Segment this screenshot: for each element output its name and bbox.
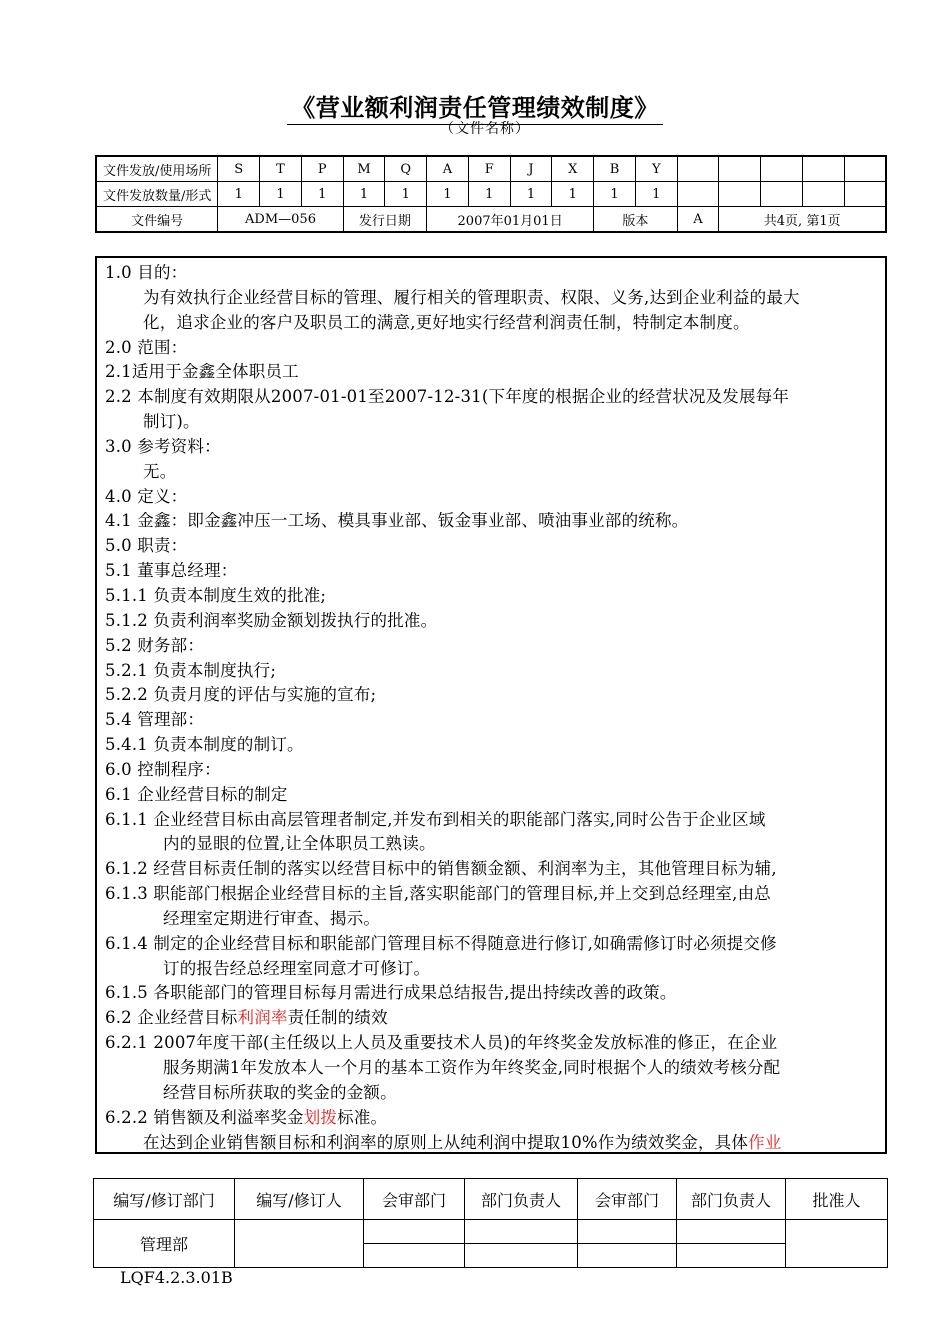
distribution-location-row — [96, 156, 886, 182]
location-code-cell — [719, 156, 761, 182]
location-code-cell: Y — [635, 156, 677, 182]
doc-meta-row — [96, 207, 886, 233]
body-line: 5.2.1 负责本制度执行; — [105, 660, 277, 680]
location-code-cell: T — [260, 156, 302, 182]
quantity-cell: 1 — [427, 182, 469, 207]
location-code-cell — [677, 156, 719, 182]
body-line: 制订)。 — [143, 412, 200, 432]
approval-table — [93, 1178, 888, 1268]
dept-head-cell — [677, 1244, 786, 1268]
quantity-cell: 1 — [218, 182, 260, 207]
body-line: 化，追求企业的客户及职员工的满意,更好地实行经营利润责任制，特制定本制度。 — [143, 312, 750, 332]
body-line: 5.1 董事总经理： — [105, 561, 238, 581]
location-code-cell: B — [594, 156, 636, 182]
body-line: 5.1.2 负责利润率奖励金额划拨执行的批准。 — [105, 610, 438, 630]
document-info-table — [95, 155, 887, 233]
body-line: 5.4 管理部： — [105, 710, 205, 730]
issue-date-label: 发行日期 — [343, 207, 427, 233]
body-line: 6.0 控制程序： — [105, 759, 221, 779]
quantity-cell — [802, 182, 844, 207]
body-line: 3.0 参考资料： — [105, 436, 221, 456]
body-line: 4.1 金鑫：即金鑫冲压一工场、模具事业部、钣金事业部、喷油事业部的统称。 — [105, 511, 689, 531]
distribution-location-label: 文件发放/使用场所 — [96, 156, 218, 182]
quantity-cell: 1 — [260, 182, 302, 207]
distribution-quantity-label: 文件发放数量/形式 — [96, 182, 218, 207]
text-span: 在达到企业销售额目标和利润率的原则上从纯利润中提取10%作为绩效奖金，具体 — [143, 1132, 749, 1152]
quantity-cell — [761, 182, 803, 207]
approval-row — [94, 1220, 888, 1244]
body-line: 5.1.1 负责本制度生效的批准; — [105, 585, 327, 605]
dept-value: 管理部 — [94, 1220, 235, 1268]
approval-header-cell: 批准人 — [786, 1179, 888, 1220]
body-line: 经理室定期进行审查、揭示。 — [163, 908, 381, 928]
location-code-cell — [844, 156, 886, 182]
highlight-text: 利润率 — [237, 1008, 288, 1028]
body-lines-a — [105, 261, 877, 1006]
highlight-text: 作业 — [748, 1132, 782, 1152]
body-lines-b — [105, 1031, 877, 1106]
location-code-cell: X — [552, 156, 594, 182]
version-label: 版本 — [594, 207, 678, 233]
body-line: 5.0 职责： — [105, 536, 188, 556]
body-line: 4.0 定义： — [105, 486, 188, 506]
highlight-text: 划拨 — [303, 1107, 338, 1127]
section-6-2-2-text — [105, 1131, 877, 1154]
body-line: 2.2 本制度有效期限从2007-01-01至2007-12-31(下年度的根据企业的经营状况及发展每年 — [105, 387, 790, 407]
document-title: 《营业额利润责任管理绩效制度》 — [287, 88, 663, 125]
body-line: 订的报告经总经理室同意才可修订。 — [163, 958, 431, 978]
text-span: 6.2 企业经营目标 — [105, 1008, 238, 1028]
body-line: 6.1.3 职能部门根据企业经营目标的主旨,落实职能部门的管理目标,并上交到总经理室,由总 — [105, 884, 771, 904]
body-line: 6.2.1 2007年度干部(主任级以上人员及重要技术人员)的年终奖金发放标准的修正，在企业 — [105, 1033, 778, 1053]
body-line: 6.1.5 各职能部门的管理目标每月需进行成果总结报告,提出持续改善的政策。 — [105, 983, 677, 1003]
body-line: 2.1适用于金鑫全体职员工 — [105, 362, 299, 382]
document-subtitle: （文件名称） — [440, 121, 530, 137]
body-line: 无。 — [143, 461, 177, 481]
author-cell — [235, 1220, 364, 1268]
version-value: A — [677, 207, 719, 233]
location-code-cell: P — [301, 156, 343, 182]
body-line: 1.0 目的： — [105, 263, 188, 282]
location-code-cell: F — [468, 156, 510, 182]
page-count: 共4页, 第1页 — [719, 207, 886, 233]
doc-no-label: 文件编号 — [96, 207, 218, 233]
quantity-cell — [844, 182, 886, 207]
quantity-cell: 1 — [510, 182, 552, 207]
body-line: 2.0 范围： — [105, 337, 188, 357]
approval-header-cell: 编写/修订部门 — [94, 1179, 235, 1220]
form-code: LQF4.2.3.01B — [120, 1268, 233, 1287]
text-span: 责任制的绩效 — [287, 1008, 388, 1028]
quantity-cell: 1 — [635, 182, 677, 207]
text-span: 标准。 — [337, 1107, 388, 1127]
body-line: 5.2 财务部： — [105, 635, 205, 655]
body-line: 6.1.2 经营目标责任制的落实以经营目标中的销售额金额、利润率为主，其他管理目标为辅, — [105, 859, 777, 879]
quantity-cell: 1 — [343, 182, 385, 207]
doc-no-value: ADM—056 — [218, 207, 343, 233]
approval-header-row — [94, 1179, 888, 1220]
approval-header-cell: 编写/修订人 — [235, 1179, 364, 1220]
approval-header-cell: 会审部门 — [364, 1179, 465, 1220]
quantity-cell: 1 — [385, 182, 427, 207]
location-code-cell: M — [343, 156, 385, 182]
location-code-cell: S — [218, 156, 260, 182]
review-dept-cell — [364, 1244, 465, 1268]
review-dept-cell — [578, 1244, 677, 1268]
dept-head-cell — [465, 1220, 578, 1244]
body-line: 6.1 企业经营目标的制定 — [105, 784, 288, 804]
review-dept-cell — [364, 1220, 465, 1244]
approver-cell — [786, 1220, 888, 1268]
quantity-cell — [677, 182, 719, 207]
document-body — [95, 256, 887, 1154]
quantity-cell: 1 — [552, 182, 594, 207]
issue-date-value: 2007年01月01日 — [427, 207, 594, 233]
section-6-2-heading — [105, 1006, 877, 1031]
approval-header-cell: 部门负责人 — [677, 1179, 786, 1220]
quantity-cell: 1 — [301, 182, 343, 207]
dept-head-cell — [465, 1244, 578, 1268]
body-line: 5.2.2 负责月度的评估与实施的宣布; — [105, 685, 377, 705]
quantity-cell: 1 — [594, 182, 636, 207]
text-span: 6.2.2 销售额及利溢率奖金 — [105, 1107, 304, 1127]
approval-header-cell: 部门负责人 — [465, 1179, 578, 1220]
body-line: 为有效执行企业经营目标的管理、履行相关的管理职责、权限、义务,达到企业利益的最大 — [143, 287, 800, 307]
body-line: 服务期满1年发放本人一个月的基本工资作为年终奖金,同时根据个人的绩效考核分配 — [163, 1058, 781, 1077]
approval-header-cell: 会审部门 — [578, 1179, 677, 1220]
quantity-cell: 1 — [468, 182, 510, 207]
location-code-cell: Q — [385, 156, 427, 182]
review-dept-cell — [578, 1220, 677, 1244]
body-line: 5.4.1 负责本制度的制订。 — [105, 735, 304, 755]
quantity-cell — [719, 182, 761, 207]
location-code-cell — [761, 156, 803, 182]
body-line: 经营目标所获取的奖金的金额。 — [163, 1082, 397, 1102]
section-6-2-2-heading — [105, 1106, 877, 1131]
location-code-cell: J — [510, 156, 552, 182]
body-line: 6.1.4 制定的企业经营目标和职能部门管理目标不得随意进行修订,如确需修订时必须提交修 — [105, 933, 777, 953]
location-code-cell: A — [427, 156, 469, 182]
dept-head-cell — [677, 1220, 786, 1244]
body-line: 内的显眼的位置,让全体职员工熟读。 — [163, 834, 436, 854]
body-line: 6.1.1 企业经营目标由高层管理者制定,并发布到相关的职能部门落实,同时公告于企业区域 — [105, 809, 766, 829]
location-code-cell — [802, 156, 844, 182]
distribution-quantity-row — [96, 182, 886, 207]
